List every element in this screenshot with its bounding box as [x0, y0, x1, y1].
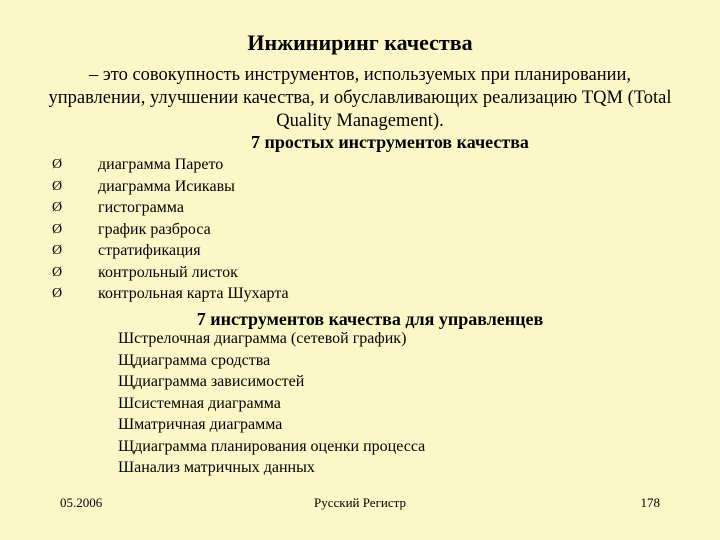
definition-text: – это совокупность инструментов, используемых при планировании, управлении, улучшении качества, и обуславливающих реализацию TQM (Total Quality Management). [48, 65, 672, 131]
list-item: Шанализ матричных данных [118, 459, 315, 476]
list-item: Щдиаграмма сродства [118, 351, 271, 369]
list-item-label: стратификация [98, 242, 201, 259]
footer-organization: Русский Регистр [314, 495, 406, 510]
list-item: Шсистемная диаграмма [118, 394, 281, 412]
list-item-label: контрольная карта Шухарта [98, 285, 289, 302]
list-item: Шстрелочная диаграмма (сетевой график) [118, 330, 407, 347]
list-item [52, 283, 289, 305]
list-item [52, 176, 289, 198]
page-number: 178 [640, 495, 660, 510]
arrow-bullet-icon: Ø [52, 157, 63, 172]
arrow-bullet-icon: Ø [52, 200, 63, 215]
list-item [52, 197, 289, 219]
list-item [52, 219, 289, 241]
arrow-bullet-icon: Ø [52, 264, 63, 280]
section1-heading: 7 простых инструментов качества [251, 132, 529, 152]
management-tools-list [118, 328, 425, 479]
list-item-label: диаграмма Исикавы [98, 177, 235, 195]
arrow-bullet-icon: Ø [52, 221, 63, 237]
list-item: Щдиаграмма планирования оценки процесса [118, 437, 426, 455]
list-item [52, 154, 289, 176]
arrow-bullet-icon: Ø [52, 178, 63, 194]
slide-title: Инжиниринг качества [247, 30, 473, 55]
list-item [52, 262, 289, 284]
simple-tools-list [52, 154, 289, 305]
arrow-bullet-icon: Ø [52, 243, 63, 258]
list-item-label: график разброса [98, 220, 211, 238]
footer-date: 05.2006 [60, 495, 103, 510]
list-item-label: диаграмма Парето [98, 156, 224, 173]
list-item: Щдиаграмма зависимостей [118, 373, 305, 390]
list-item-label: контрольный листок [98, 263, 238, 281]
list-item-label: гистограмма [98, 199, 184, 216]
arrow-bullet-icon: Ø [52, 286, 63, 301]
list-item: Шматричная диаграмма [118, 416, 283, 433]
list-item [52, 240, 289, 262]
section2-heading: 7 инструментов качества для управленцев [196, 309, 544, 329]
